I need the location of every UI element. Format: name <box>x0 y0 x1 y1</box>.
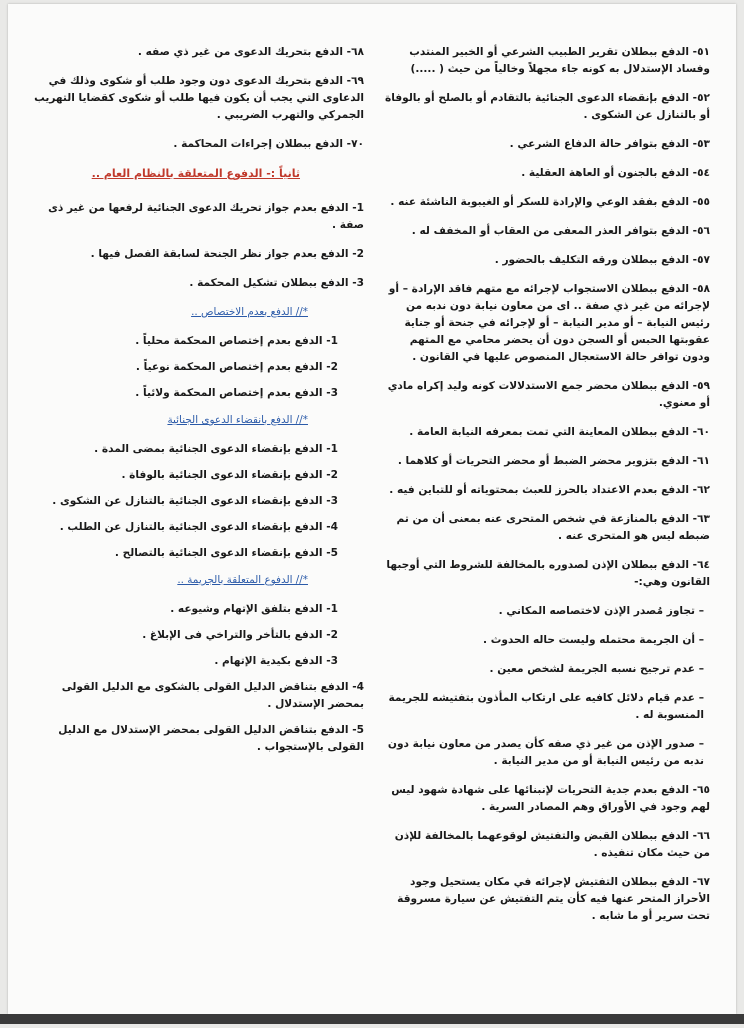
list-item: 3- الدفع بكيدية الإتهام . <box>32 653 364 670</box>
paragraph-70: ٧٠- الدفع ببطلان إجراءات المحاكمة . <box>32 136 364 153</box>
list-item: 2- الدفع بعدم جواز نظر الجنحة لسابقة الفصل فيها . <box>32 246 364 263</box>
list-item: 4- الدفع بإنقضاء الدعوى الجنائية بالتنازل عن الطلب . <box>32 519 364 536</box>
paragraph-55: ٥٥- الدفع بفقد الوعي والإرادة للسكر أو الغيبوبة الناشئة عنه . <box>382 194 710 211</box>
section-heading-expiry: *// الدفع بانقضاء الدعوى الجنائية <box>32 412 364 429</box>
list-item: 3- الدفع بإنقضاء الدعوى الجنائية بالتنازل عن الشكوى . <box>32 493 364 510</box>
list-item: 4- الدفع بتناقض الدليل القولى بالشكوى مع الدليل القولى بمحضر الإستدلال . <box>32 679 364 713</box>
paragraph-57: ٥٧- الدفع ببطلان ورقه التكليف بالحضور . <box>382 252 710 269</box>
paragraph-59: ٥٩- الدفع ببطلان محضر جمع الاستدلالات كونه وليد إكراه مادي أو معنوي. <box>382 378 710 412</box>
list-item: 1- الدفع بعدم جواز تحريك الدعوى الجنائية لرفعها من غير ذى صفة . <box>32 200 364 234</box>
paragraph-67: ٦٧- الدفع ببطلان التفتيش لإجرائه في مكان يستحيل وجود الأحراز المتحر عنها فيه كأن يتم التفتيش عن سيارة مسروقة تحت سرير أو ما شابه . <box>382 874 710 925</box>
paragraph-52: ٥٢- الدفع بإنقضاء الدعوى الجنائية بالتقادم أو بالصلح أو بالوفاة أو بالتنازل عن الشكوى . <box>382 90 710 124</box>
list-item: 5- الدفع بتناقض الدليل القولى بمحضر الإستدلال مع الدليل القولى بالإستجواب . <box>32 722 364 756</box>
condition-item: – عدم قيام دلائل كافيه على ارتكاب المأذون بتفتيشه للجريمة المنسوبة له . <box>382 690 710 724</box>
list-item: 1- الدفع بتلفق الإتهام وشيوعه . <box>32 601 364 618</box>
list-item: 3- الدفع ببطلان تشكيل المحكمة . <box>32 275 364 292</box>
list-item: 2- الدفع بعدم إختصاص المحكمة نوعياً . <box>32 359 364 376</box>
list-item: 2- الدفع بإنقضاء الدعوى الجنائية بالوفاة . <box>32 467 364 484</box>
section-heading-jurisdiction: *// الدفع بعدم الاختصاص .. <box>32 304 364 321</box>
paragraph-51: ٥١- الدفع ببطلان تقرير الطبيب الشرعي أو الخبير المنتدب وفساد الإستدلال به كونه جاء مجهلاً وخالياً من حيث ( .....) <box>382 44 710 78</box>
right-column <box>382 44 710 937</box>
list-item: 5- الدفع بإنقضاء الدعوى الجنائية بالتصالح . <box>32 545 364 562</box>
section-heading-crime: *// الدفوع المتعلقة بالجريمة .. <box>32 572 364 589</box>
condition-item: – صدور الإذن من غير ذي صفه كأن يصدر من معاون نيابة دون ندبه من رئيس النيابة أو من مدير النيابة . <box>382 736 710 770</box>
condition-item: – أن الجريمة محتمله وليست حاله الحدوث . <box>382 632 710 649</box>
section-heading-public-order: ثانياً :- الدفوع المتعلقة بالنظام العام .. <box>32 165 360 182</box>
condition-item: – تجاوز مُصدر الإذن لاختصاصه المكاني . <box>382 603 710 620</box>
paragraph-56: ٥٦- الدفع بتوافر العذر المعفى من العقاب أو المخفف له . <box>382 223 710 240</box>
list-item: 3- الدفع بعدم إختصاص المحكمة ولائياً . <box>32 385 364 402</box>
paragraph-63: ٦٣- الدفع بالمنازعة في شخص المتحرى عنه بمعنى أن من تم ضبطه ليس هو المتحرى عنه . <box>382 511 710 545</box>
paragraph-62: ٦٢- الدفع بعدم الاعتداد بالحرز للعبث بمحتوياته أو للتباين فيه . <box>382 482 710 499</box>
paragraph-58: ٥٨- الدفع ببطلان الاستجواب لإجرائه مع متهم فاقد الإرادة – أو لإجرائه من غير ذي صفة .. اى من معاون نيابة دون ندبه من رئيس النيابة – أو مدير النيابة – أو لإجرائه في جنحة أو جناية عقوبتها الحبس أو السجن دون أن يحضر محامي مع المتهم ودون توافر حالة الاستعجال المنصوص عليها في القانون . <box>382 281 710 366</box>
document-page <box>8 4 736 1014</box>
paragraph-61: ٦١- الدفع بتزوير محضر الضبط أو محضر التحريات أو كلاهما . <box>382 453 710 470</box>
paragraph-53: ٥٣- الدفع بتوافر حالة الدفاع الشرعي . <box>382 136 710 153</box>
paragraph-60: ٦٠- الدفع ببطلان المعاينة التي تمت بمعرفه النيابة العامة . <box>382 424 710 441</box>
paragraph-64: ٦٤- الدفع ببطلان الإذن لصدوره بالمخالفة للشروط التي أوجبها القانون وهي:- <box>382 557 710 591</box>
list-item: 1- الدفع بعدم إختصاص المحكمة محلياً . <box>32 333 364 350</box>
paragraph-65: ٦٥- الدفع بعدم جدية التحريات لإنبنائها على شهادة شهود ليس لهم وجود في الأوراق وهم المصادر السرية . <box>382 782 710 816</box>
paragraph-68: ٦٨- الدفع بتحريك الدعوى من غير ذي صفه . <box>32 44 364 61</box>
condition-item: – عدم ترجيح نسبه الجريمة لشخص معين . <box>382 661 710 678</box>
list-item: 1- الدفع بإنقضاء الدعوى الجنائية بمضى المدة . <box>32 441 364 458</box>
screen-bottom-edge <box>0 1014 744 1024</box>
paragraph-66: ٦٦- الدفع ببطلان القبض والتفتيش لوقوعهما بالمخالفة للإذن من حيث مكان تنفيذه . <box>382 828 710 862</box>
left-column <box>32 44 364 765</box>
paragraph-54: ٥٤- الدفع بالجنون أو العاهة العقلية . <box>382 165 710 182</box>
paragraph-69: ٦٩- الدفع بتحريك الدعوى دون وجود طلب أو شكوى وذلك في الدعاوى التي يجب أن يكون فيها طلب أو شكوى كقضايا التهريب الجمركي والتهرب الضريبي . <box>32 73 364 124</box>
list-item: 2- الدفع بالتأخر والتراخي فى الإبلاغ . <box>32 627 364 644</box>
